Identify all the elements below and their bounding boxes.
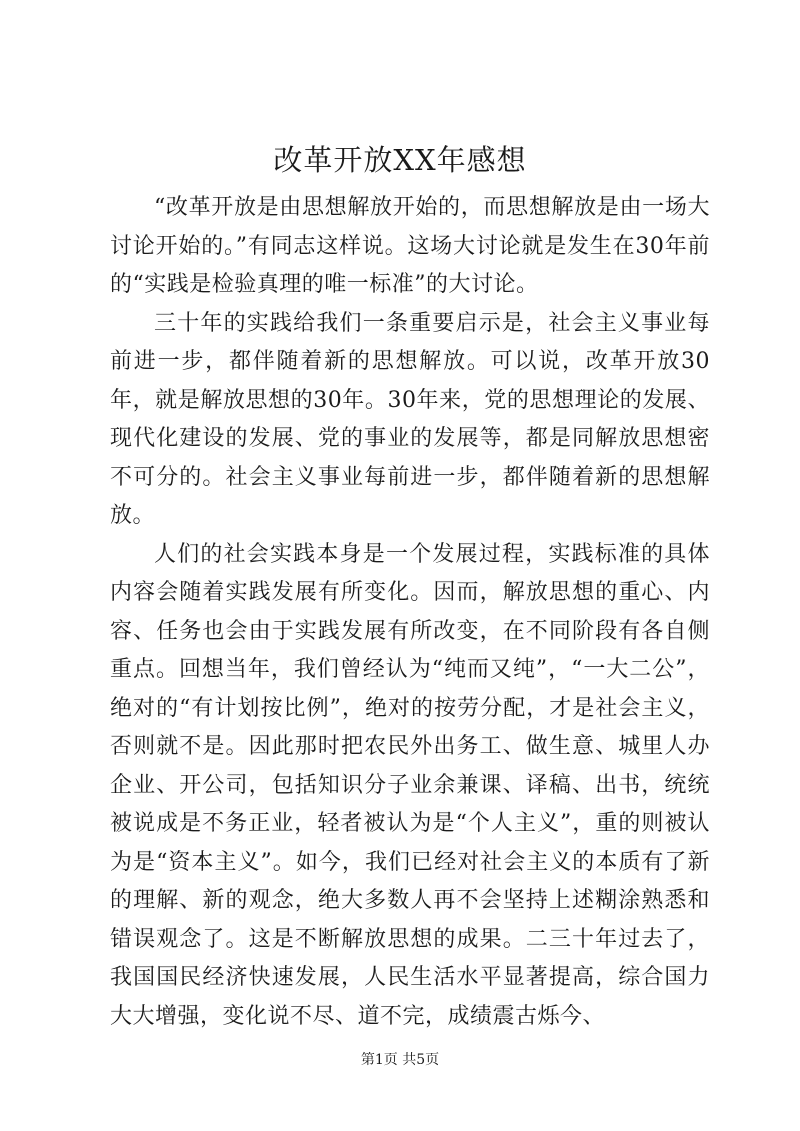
paragraph-1: “改革开放是由思想解放开始的，而思想解放是由一场大讨论开始的。”有同志这样说。这场大讨论就是发生在30年前的“实践是检验真理的唯一标准”的大讨论。 — [110, 195, 710, 297]
document-body — [110, 189, 710, 1036]
paragraph-2: 三十年的实践给我们一条重要启示是，社会主义事业每前进一步，都伴随着新的思想解放。可以说，改革开放30年，就是解放思想的30年。30年来，党的思想理论的发展、现代化建设的发展、党的事业的发展等，都是同解放思想密不可分的。社会主义事业每前进一步，都伴随着新的思想解放。 — [110, 310, 710, 528]
page-title: 改革开放XX年感想 — [273, 143, 527, 177]
page-footer: 第1页 共5页 — [360, 1052, 440, 1068]
paragraph-3: 人们的社会实践本身是一个发展过程，实践标准的具体内容会随着实践发展有所变化。因而，解放思想的重心、内容、任务也会由于实践发展有所改变，在不同阶段有各自侧重点。回想当年，我们曾经认为“纯而又纯”，“一大二公”，绝对的“有计划按比例”，绝对的按劳分配，才是社会主义，否则就不是。因此那时把农民外出务工、做生意、城里人办企业、开公司，包括知识分子业余兼课、译稿、出书，统统被说成是不务正业，轻者被认为是“个人主义”，重的则被认为是“资本主义”。如今，我们已经对社会主义的本质有了新的理解、新的观念，绝大多数人再不会坚持上述糊涂熟悉和错误观念了。这是不断解放思想的成果。二三十年过去了，我国国民经济快速发展，人民生活水平显著提高，综合国力大大增强，变化说不尽、道不完，成绩震古烁今、 — [110, 541, 710, 1029]
